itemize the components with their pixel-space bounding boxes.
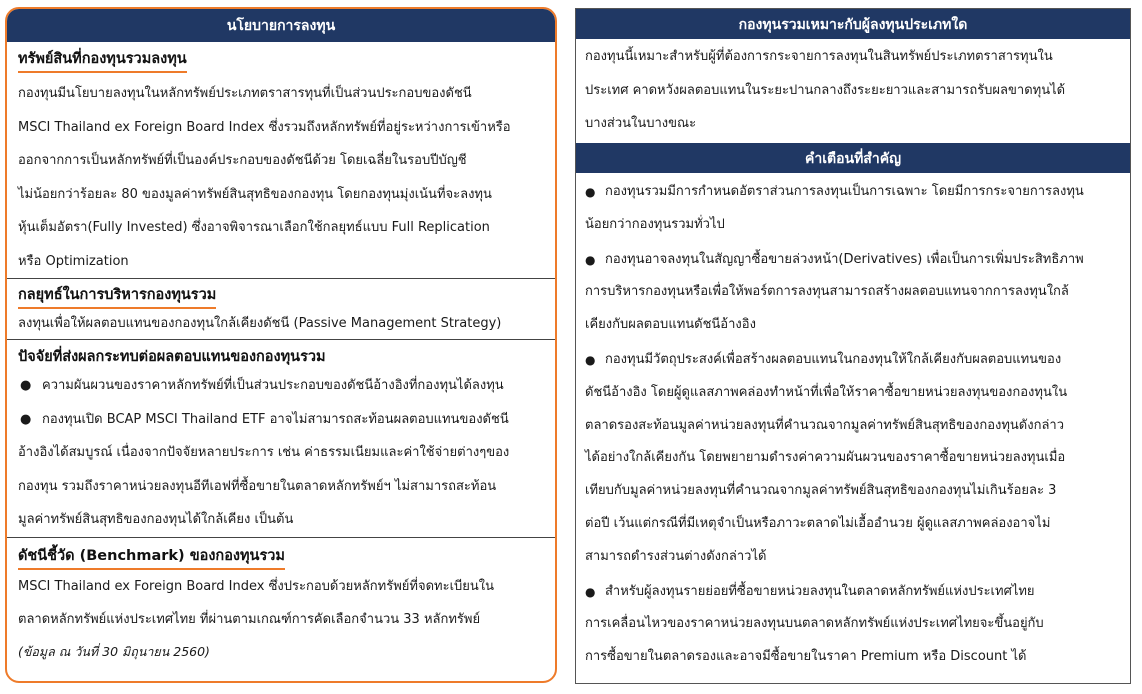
- text-line: บางส่วนในบางขณะ: [585, 116, 697, 131]
- list-item: ● สำหรับผู้ลงทุนรายย่อยที่ซื้อขายหน่วยลงทุนในตลาดหลักทรัพย์แห่งประเทศไทย การเคลื่อนไหวของราคาหน่วยลงทุนบนตลาดหลักทรัพย์แห่งประเทศไทยจะขึ้นอยู่กับ การซื้อขายในตลาดรองและอาจมีซื้อขายในราคา Premium หรือ Discount ได้: [585, 576, 1124, 674]
- benchmark-title: ดัชนีชี้วัด (Benchmark) ของกองทุนรวม: [18, 544, 285, 570]
- bullet-icon: ●: [20, 411, 32, 427]
- text-line: อ้างอิงได้สมบูรณ์ เนื่องจากปัจจัยหลายประการ เช่น ค่าธรรมเนียมและค่าใช้จ่ายต่างๆของ: [18, 445, 510, 460]
- assets-title: ทรัพย์สินที่กองทุนรวมลงทุน: [18, 47, 187, 73]
- investment-policy-header: นโยบายการลงทุน: [7, 9, 555, 42]
- suitability-header: กองทุนรวมเหมาะกับผู้ลงทุนประเภทใด: [576, 9, 1130, 39]
- benchmark-text: [18, 570, 551, 637]
- bullet-icon: ●: [585, 584, 596, 599]
- bullet-icon: ●: [585, 185, 596, 199]
- list-item: ● กองทุนอาจลงทุนในสัญญาซื้อขายล่วงหน้า(Derivatives) เพื่อเป็นการเพิ่มประสิทธิภาพ การบริหารกองทุนหรือเพื่อให้พอร์ตการลงทุนสามารถสร้างผลตอบแทนจากการลงทุนใกล้ เคียงกับผลตอบแทนดัชนีอ้างอิง: [585, 244, 1124, 342]
- text-line: มูลค่าทรัพย์สินสุทธิของกองทุนได้ใกล้เคียง เป็นต้น: [18, 512, 294, 527]
- text-line: ออกจากการเป็นหลักทรัพย์ที่เป็นองค์ประกอบของดัชนีด้วย โดยเฉลี่ยในรอบปีบัญชี: [18, 153, 467, 168]
- list-item: ● กองทุนเปิด BCAP MSCI Thailand ETF อาจไม่สามารถสะท้อนผลตอบแทนของดัชนี: [18, 403, 551, 437]
- strategy-title: กลยุทธ์ในการบริหารกองทุนรวม: [18, 283, 216, 309]
- factors-continuation: [18, 436, 551, 537]
- investment-policy-panel: [5, 7, 557, 683]
- text-line: ไม่น้อยกว่าร้อยละ 80 ของมูลค่าทรัพย์สินสุทธิของกองทุน โดยกองทุนมุ่งเน้นที่จะลงทุน: [18, 186, 492, 202]
- warnings-list: [585, 176, 1124, 674]
- factors-title: ปัจจัยที่ส่งผลกระทบต่อผลตอบแทนของกองทุนรวม: [18, 349, 326, 365]
- bullet-icon: ●: [585, 252, 596, 267]
- list-item: ● กองทุนมีวัตถุประสงค์เพื่อสร้างผลตอบแทนในกองทุนให้ใกล้เคียงกับผลตอบแทนของ ดัชนีอ้างอิง โดยผู้ดูแลสภาพคล่องทำหน้าที่เพื่อให้ราคาซื้อขายหน่วยลงทุนของกองทุนใน ตลาดรองสะท้อนมูลค่าหน่วยลงทุนที่คำนวณจากมูลค่าทรัพย์สินสุทธิของกองทุนดังกล่าว ได้อย่างใกล้เคียงกัน โดยพยายามดำรงค่าความผันผวนของราคาซื้อขายหน่วยลงทุนเมื่อ เทียบกับมูลค่าหน่วยลงทุนที่คำนวณจากมูลค่าทรัพย์สินสุทธิของกองทุนไม่เกินร้อยละ 3 ต่อปี เว้นแต่กรณีที่มีเหตุจำเป็นหรือภาวะตลาดไม่เอื้ออำนวย ผู้ดูแลสภาพคล่องอาจไม่ สามารถดำรงส่วนต่างดังกล่าวได้: [585, 344, 1124, 574]
- warnings-header: คำเตือนที่สำคัญ: [576, 143, 1130, 173]
- suitability-warning-panel: [575, 8, 1131, 684]
- assets-section: [7, 42, 555, 279]
- text-line: กองทุนมีนโยบายลงทุนในหลักทรัพย์ประเภทตราสารทุนที่เป็นส่วนประกอบของดัชนี: [18, 86, 472, 101]
- strategy-text: ลงทุนเพื่อให้ผลตอบแทนของกองทุนใกล้เคียงดัชนี (Passive Management Strategy): [18, 316, 502, 331]
- benchmark-section: [7, 538, 555, 667]
- data-date-note: (ข้อมูล ณ วันที่ 30 มิถุนายน 2560): [18, 643, 210, 659]
- factors-list: [18, 369, 551, 436]
- text-line: ตลาดหลักทรัพย์แห่งประเทศไทย ที่ผ่านตามเกณฑ์การคัดเลือกจำนวน 33 หลักทรัพย์: [18, 612, 481, 627]
- text-line: กองทุน รวมถึงราคาหน่วยลงทุนอีทีเอฟที่ซื้อขายในตลาดหลักทรัพย์ฯ ไม่สามารถสะท้อน: [18, 478, 497, 494]
- list-item: ● กองทุนรวมมีการกำหนดอัตราส่วนการลงทุนเป็นการเฉพาะ โดยมีการกระจายการลงทุน น้อยกว่ากองทุนรวมทั่วไป: [585, 176, 1124, 242]
- bullet-icon: ●: [20, 378, 32, 393]
- text-line: MSCI Thailand ex Foreign Board Index ซึ่งประกอบด้วยหลักทรัพย์ที่จดทะเบียนใน: [18, 578, 495, 594]
- bullet-icon: ●: [585, 352, 596, 367]
- strategy-section: [7, 279, 555, 340]
- text-line: หุ้นเต็มอัตรา(Fully Invested) ซึ่งอาจพิจารณาเลือกใช้กลยุทธ์แบบ Full Replication: [18, 220, 490, 235]
- text-line: กองทุนนี้เหมาะสำหรับผู้ที่ต้องการกระจายการลงทุนในสินทรัพย์ประเภทตราสารทุนใน: [585, 49, 1053, 64]
- text-line: MSCI Thailand ex Foreign Board Index ซึ่งรวมถึงหลักทรัพย์ที่อยู่ระหว่างการเข้าหรือ: [18, 119, 511, 135]
- suitability-body: [576, 39, 1130, 143]
- factors-section: [7, 340, 555, 538]
- list-item: ● ความผันผวนของราคาหลักทรัพย์ที่เป็นส่วนประกอบของดัชนีอ้างอิงที่กองทุนได้ลงทุน: [18, 369, 551, 403]
- warnings-body: [576, 173, 1130, 674]
- text-line: หรือ Optimization: [18, 253, 129, 269]
- assets-text: [18, 77, 551, 278]
- text-line: ประเทศ คาดหวังผลตอบแทนในระยะปานกลางถึงระยะยาวและสามารถรับผลขาดทุนได้: [585, 82, 1066, 98]
- suitability-text: [585, 39, 1124, 141]
